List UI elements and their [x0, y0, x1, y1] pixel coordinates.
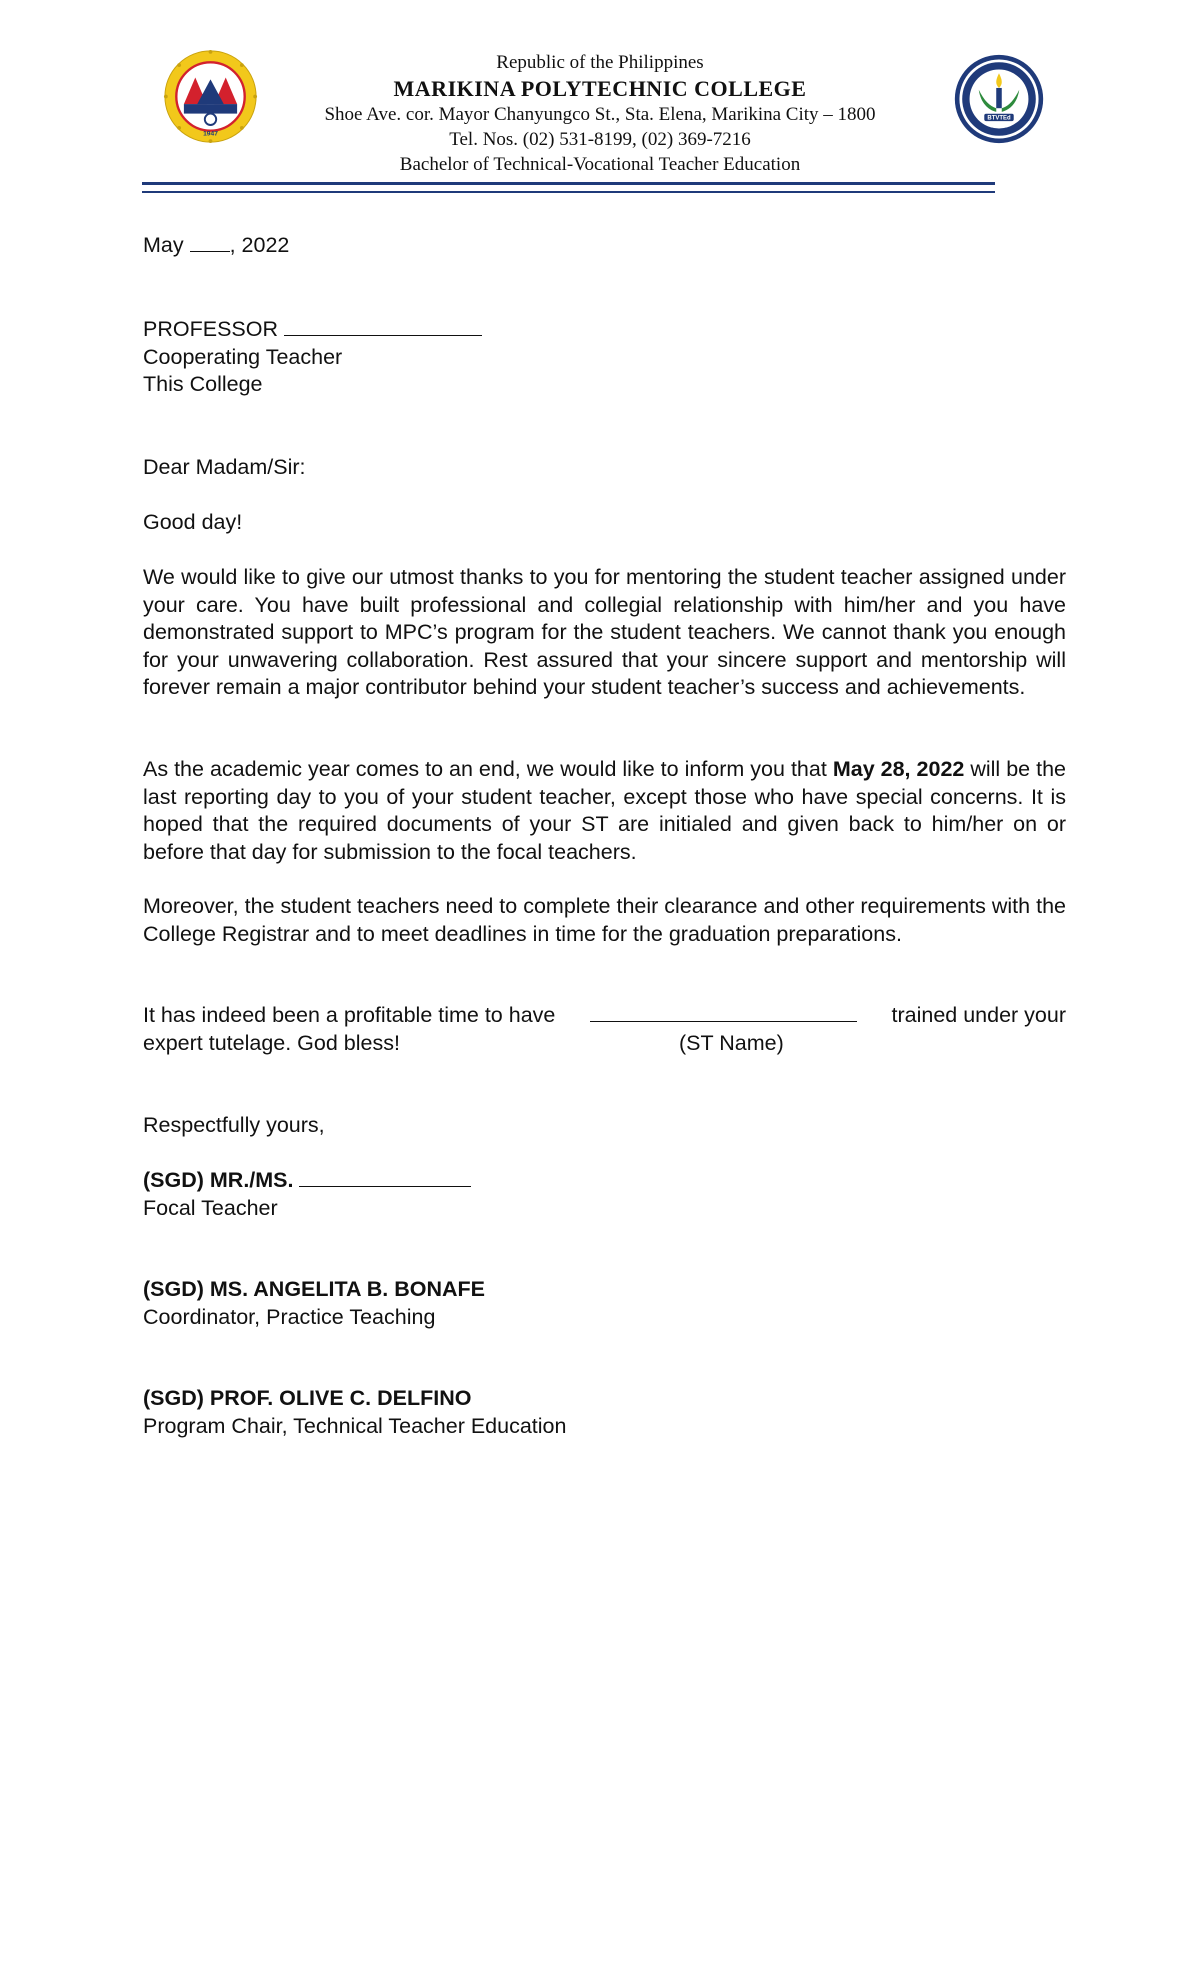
recipient-block [143, 316, 1066, 399]
date-day-blank [190, 233, 230, 252]
letterhead [250, 50, 950, 177]
recipient-role: Cooperating Teacher [143, 344, 343, 369]
p4-before: It has indeed been a profitable time to have [143, 1003, 556, 1027]
college-name: MARIKINA POLYTECHNIC COLLEGE [393, 76, 807, 101]
focal-teacher-name-blank [299, 1168, 471, 1187]
signatory-focal-teacher [143, 1167, 1066, 1222]
signatory-title: Coordinator, Practice Teaching [143, 1304, 436, 1329]
paragraph-clearance: Moreover, the student teachers need to complete their clearance and other requirements with the College Registrar and to meet deadlines in time for the graduation preparations. [143, 894, 1066, 946]
republic-line: Republic of the Philippines [496, 52, 704, 73]
signatory-name: (SGD) MS. ANGELITA B. BONAFE [143, 1277, 485, 1301]
mpc-seal-logo [163, 49, 258, 144]
complimentary-close: Respectfully yours, [143, 1113, 325, 1137]
paragraph-closing-remark [143, 1002, 1066, 1057]
date-year: , 2022 [229, 233, 290, 257]
greeting: Good day! [143, 510, 243, 534]
p2-after: will be the last reporting day to you of your student teacher, except those who have special concerns. It is hoped that the required documents of your ST are initialed and given back to him/her on or before that day for submission to the focal teachers. [143, 757, 1066, 864]
signatory-title: Focal Teacher [143, 1195, 278, 1220]
st-name-blank [590, 1003, 857, 1022]
recipient-institution: This College [143, 372, 263, 396]
recipient-name-blank [284, 317, 482, 336]
date-month: May [143, 233, 184, 257]
program-name: Bachelor of Technical-Vocational Teacher Education [399, 154, 801, 175]
recipient-prefix: PROFESSOR [143, 317, 278, 341]
signatory-coordinator [143, 1276, 1066, 1331]
signatory-title: Program Chair, Technical Teacher Education [143, 1413, 567, 1438]
paragraph-thanks: We would like to give our utmost thanks to you for mentoring the student teacher assigned under your care. You have built professional and collegial relationship with him/her and you have demonstrated support to MPC’s program for the student teachers. We cannot thank you enough for your unwavering collaboration. Rest assured that your sincere support and mentorship will forever remain a major contributor behind your student teacher’s success and achievements. [143, 565, 1066, 699]
header-rule-thin [142, 191, 995, 193]
header-rule-thick [142, 182, 995, 185]
letter-date [143, 232, 1066, 260]
college-telephone: Tel. Nos. (02) 531-8199, (02) 369-7216 [449, 129, 751, 150]
salutation: Dear Madam/Sir: [143, 455, 306, 479]
signatory-program-chair [143, 1385, 1066, 1440]
p4-line2: expert tutelage. God bless! [143, 1030, 400, 1055]
seal-year: 1947 [203, 130, 218, 138]
p2-before: As the academic year comes to an end, we would like to inform you that [143, 757, 833, 781]
btvted-label: BTVTEd [987, 115, 1011, 122]
btvted-seal-logo [953, 53, 1045, 145]
p4-after: trained under your [891, 1003, 1066, 1027]
signatory-name: (SGD) MR./MS. [143, 1168, 294, 1192]
last-reporting-date: May 28, 2022 [832, 757, 965, 781]
college-address: Shoe Ave. cor. Mayor Chanyungco St., Sta. Elena, Marikina City – 1800 [324, 104, 876, 125]
st-name-note: (ST Name) [679, 1030, 784, 1055]
signatory-name: (SGD) PROF. OLIVE C. DELFINO [143, 1386, 472, 1410]
paragraph-reporting-day [143, 756, 1066, 866]
